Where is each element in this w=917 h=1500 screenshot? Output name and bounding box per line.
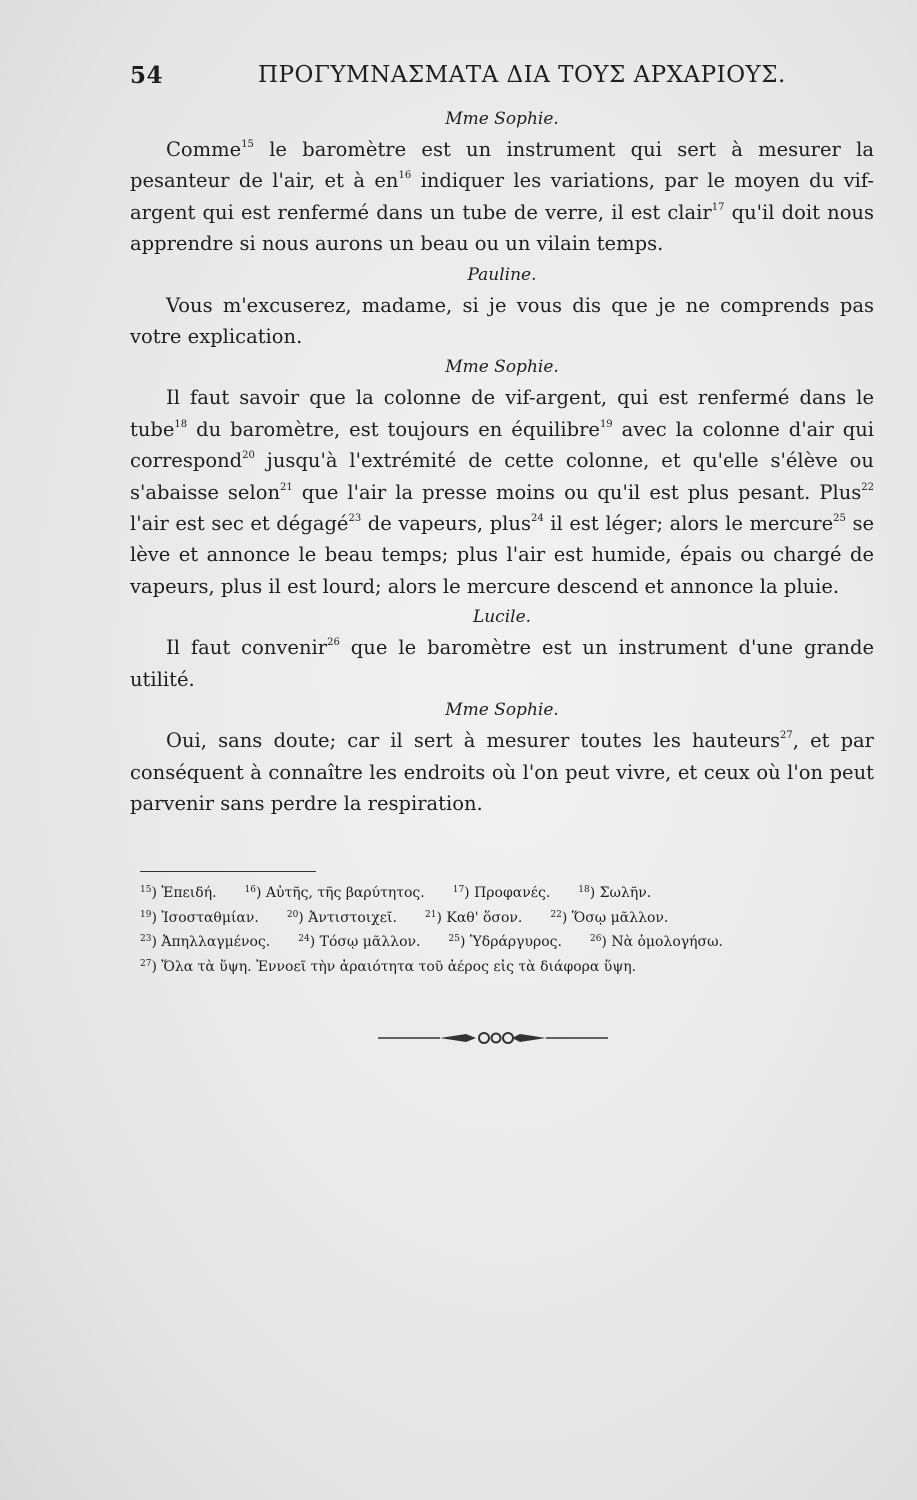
footnote-number: 20 — [286, 909, 299, 920]
footnote-ref: 23 — [348, 513, 362, 525]
dialogue-paragraph — [130, 632, 874, 695]
footnote-line — [140, 929, 880, 954]
dialogue-paragraph — [130, 725, 874, 819]
footnote: $^{21}$) Καθ' ὅσον. — [424, 909, 523, 926]
dialogue-paragraph — [130, 134, 874, 260]
footnote-text: Νὰ ὁμολογήσω. — [611, 934, 723, 950]
text-run: se lève et annonce le beau temps; plus l'air est humide, épais ou chargé de vapeurs, plus il est lourd; alors le mercure descend et annonce la pluie. — [130, 512, 874, 598]
speaker-name: Mme Sophie. — [445, 109, 559, 129]
text-run: , et par conséquent à connaître les endroits où l'on peut vivre, et ceux où l'on peut parvenir sans perdre la respiration. — [130, 729, 875, 815]
footnote-number: 23 — [140, 934, 152, 944]
footnote-ref: 22 — [861, 481, 874, 493]
footnote-number: 15 — [140, 885, 152, 895]
running-title: ΠΡΟΓΥΜΝΑΣΜΑΤΑ ΔΙΑ ΤΟΥΣ ΑΡΧΑΡΙΟΥΣ. — [258, 62, 786, 88]
footnote-ref: 21 — [280, 481, 293, 493]
footnote: $^{27}$) Ὅλα τὰ ὕψη. Ἐννοεῖ τὴν ἀραιότητα τοῦ ἀέρος εἰς τὰ διάφορα ὕψη. — [140, 958, 637, 975]
footnote-number: 19 — [140, 909, 152, 920]
footnote-text: Ἐπειδή. — [161, 885, 217, 901]
speaker-name: Mme Sophie. — [445, 700, 559, 721]
speaker-name: Lucile. — [472, 607, 532, 628]
footnote-text: Σωλῆν. — [599, 885, 652, 901]
footnote-text: Τόσῳ μᾶλλον. — [319, 934, 421, 950]
footnote-text: Αὐτῆς, τῆς βαρύτητος. — [265, 885, 425, 901]
footnote-ref: 15 — [241, 139, 254, 150]
footnote: $^{18}$) Σωλῆν. — [578, 885, 652, 901]
footnote-text: Ἀντιστοιχεῖ. — [308, 909, 397, 926]
footnote-ref: 27 — [780, 730, 793, 742]
footnote-text: Ἀπηλλαγμένος. — [161, 934, 271, 950]
text-run: avec la colonne d'air qui correspond — [130, 417, 874, 473]
footnote-ref: 26 — [327, 637, 340, 649]
footnote-text: Καθ' ὅσον. — [446, 909, 523, 926]
footnote: $^{22}$) Ὅσῳ μᾶλλον. — [550, 909, 669, 926]
footnote-text: Ὑδράργυρος. — [469, 934, 562, 950]
footnote-number: 27 — [140, 958, 152, 969]
text-run: Oui, sans doute; car il sert à mesurer toutes les hauteurs — [166, 729, 780, 753]
footnote-text: Ὅλα τὰ ὕψη. Ἐννοεῖ τὴν ἀραιότητα τοῦ ἀέρος εἰς τὰ διάφορα ὕψη. — [161, 958, 637, 975]
text-run: il est léger; alors le mercure — [543, 512, 834, 536]
footnote-text: Ὅσῳ μᾶλλον. — [571, 909, 669, 926]
footnote: $^{23}$) Ἀπηλλαγμένος. — [140, 934, 271, 950]
footnotes — [140, 880, 880, 978]
footnote-ref: 25 — [833, 513, 846, 525]
footnote: $^{20}$) Ἀντιστοιχεῖ. — [286, 909, 397, 926]
footnote-line — [140, 954, 880, 979]
footnote-separator — [140, 871, 316, 872]
dialogue-paragraph — [130, 382, 874, 602]
footnote-number: 16 — [244, 885, 256, 895]
text-run: Vous m'excuserez, madame, si je vous dis que je ne comprends pas votre explication. — [130, 293, 874, 349]
footnote: $^{16}$) Αὐτῆς, τῆς βαρύτητος. — [244, 885, 425, 901]
footnote-number: 22 — [550, 909, 562, 920]
dialogue-text — [130, 104, 874, 819]
text-run: de vapeurs, plus — [361, 512, 531, 536]
footnote-ref: 18 — [174, 418, 188, 430]
text-run: jusqu'à l'extrémité de cette colonne, et qu'elle s'élève ou s'abaisse selon — [130, 449, 874, 504]
text-run: indiquer les variations, par le moyen du vif-argent qui est renfermé dans un tube de verre, il est clair — [130, 169, 874, 224]
footnote: $^{15}$) Ἐπειδή. — [140, 885, 217, 901]
footnote-ref: 16 — [398, 170, 412, 182]
footnote-ref: 19 — [599, 418, 613, 430]
footnote-number: 24 — [298, 934, 310, 944]
speaker-name: Mme Sophie. — [445, 357, 559, 378]
footnote-ref: 20 — [242, 450, 255, 462]
footnote: $^{19}$) Ἰσοσταθμίαν. — [140, 909, 259, 926]
text-run: l'air est sec et dégagé — [130, 512, 349, 536]
footnote: $^{17}$) Προφανές. — [452, 885, 551, 901]
footnote: $^{25}$) Ὑδράργυρος. — [448, 934, 562, 950]
footnote-line — [140, 905, 880, 930]
end-ornament — [378, 1030, 608, 1046]
footnote-number: 18 — [578, 885, 590, 895]
footnote-number: 25 — [448, 934, 460, 944]
text-run: du baromètre, est toujours en équilibre — [187, 417, 600, 441]
speaker-name: Pauline. — [467, 264, 537, 285]
footnote-ref: 17 — [711, 201, 725, 213]
text-run: que le baromètre est un instrument d'une grande utilité. — [130, 636, 875, 691]
footnote-number: 17 — [452, 885, 465, 895]
text-run: qu'il doit nous apprendre si nous aurons un beau ou un vilain temps. — [130, 200, 874, 256]
footnote-number: 21 — [424, 909, 437, 920]
footnote-ref: 24 — [531, 513, 544, 525]
footnote-number: 26 — [589, 934, 602, 944]
page-number: 54 — [130, 62, 164, 89]
footnote-text: Προφανές. — [474, 885, 551, 901]
text-run: Il faut savoir que la colonne de vif-argent, qui est renfermé dans le tube — [130, 386, 874, 441]
dialogue-paragraph — [130, 290, 874, 353]
text-run: Il faut convenir — [166, 636, 328, 660]
footnote: $^{26}$) Νὰ ὁμολογήσω. — [589, 934, 723, 950]
text-run: que l'air la presse moins ou qu'il est plus pesant. Plus — [292, 480, 862, 504]
text-run: Comme — [166, 138, 242, 161]
footnote-line — [140, 880, 880, 905]
footnote: $^{24}$) Τόσῳ μᾶλλον. — [298, 934, 421, 950]
text-run: le baromètre est un instrument qui sert à mesurer la pesanteur de l'air, et à en — [130, 138, 874, 193]
running-header — [130, 62, 875, 98]
footnote-text: Ἰσοσταθμίαν. — [161, 909, 259, 926]
